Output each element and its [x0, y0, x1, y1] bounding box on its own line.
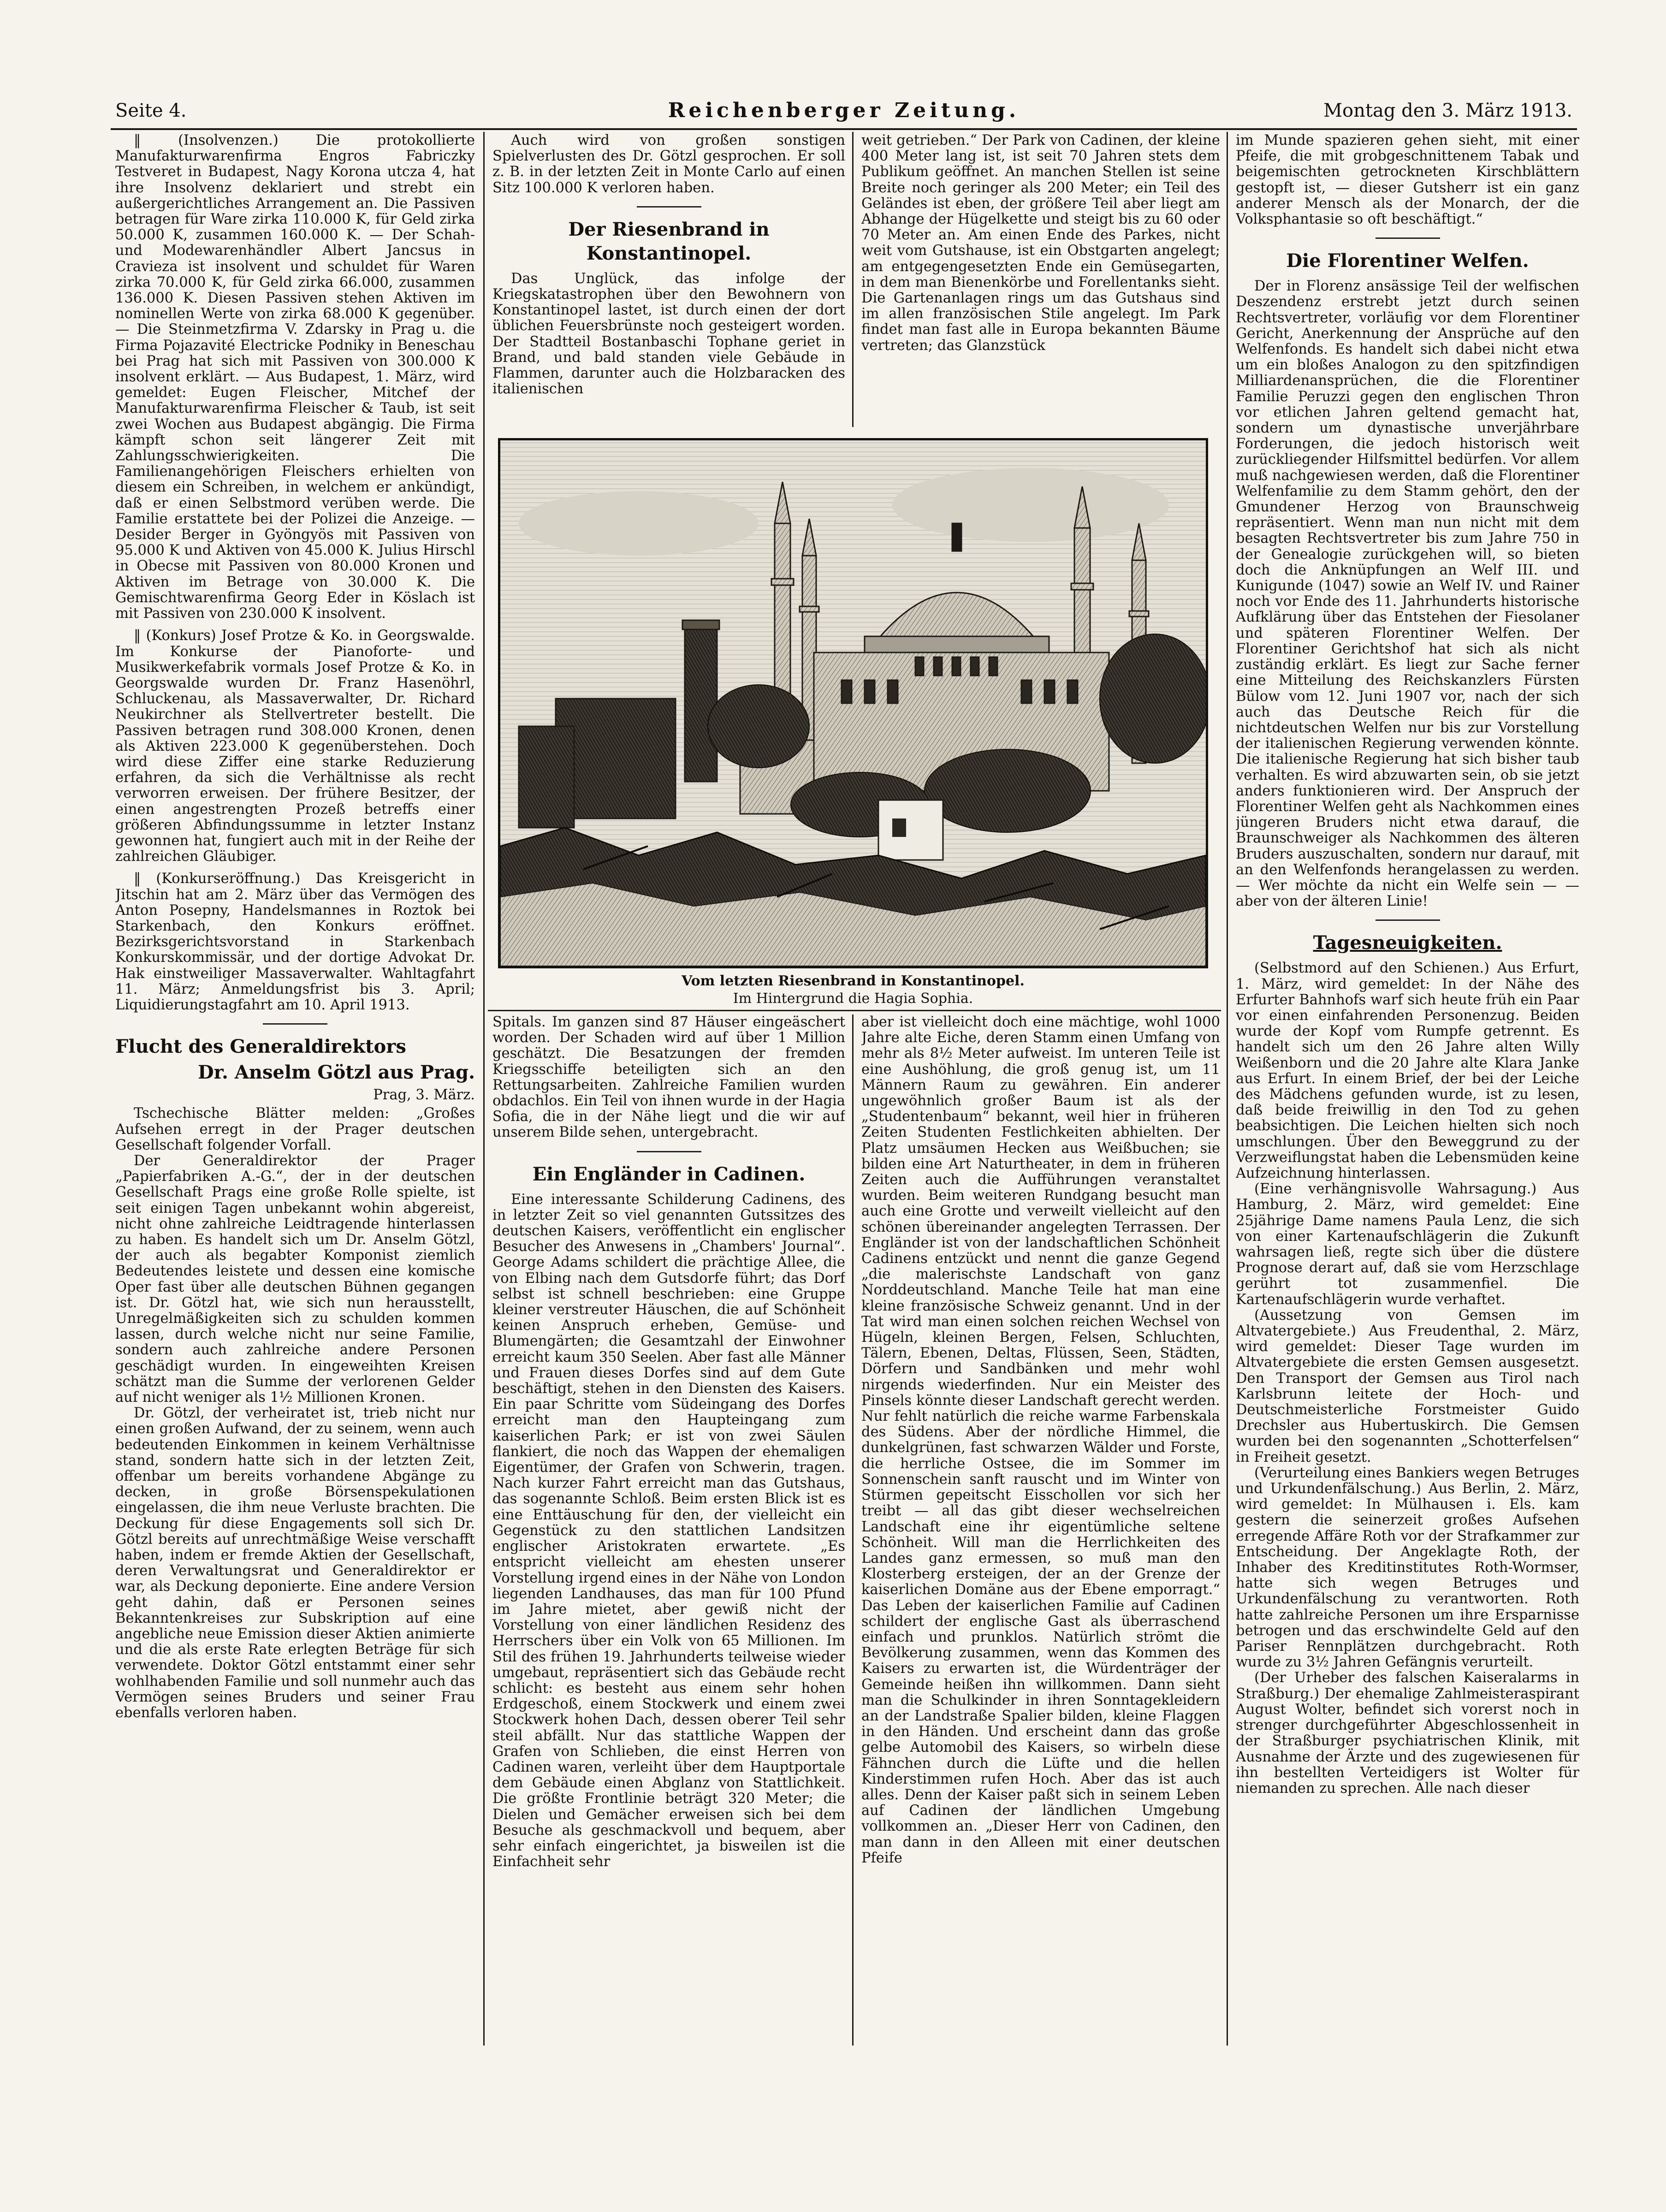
cadinen-conclusion: im Munde spazieren gehen sieht, mit einer Pfeife, die mit grobgeschnittenem Tabak und beigemischten getrockneten Kirschblättern gestopft ist, — dieser Gutsherr ist ein ganz anderer Mensch als der Monarch, der die Volksphantasie so oft beschäftigt.“	[1236, 133, 1579, 228]
news-gemsen: (Aussetzung von Gemsen im Altvatergebiete.) Aus Freudenthal, 2. März, wird gemeldet: Dieser Tage wurden im Altvatergebiete die ersten Gemsen ausgesetzt. Den Transport der Gemsen aus Tirol nach Karlsbrunn leitete der Hoch- und Deutschmeisterliche Forstmeister Guido Drechsler aus Hubertuskirch. Die Gemsen wurden bei den sogenannten „Schotterfelsen“ in Freiheit gesetzt.	[1236, 1307, 1579, 1465]
cadinen-text: Eine interessante Schilderung Cadinens, des in letzter Zeit so viel genannten Gutssitzes des deutschen Kaisers, veröffentlicht ein englischer Besucher des Anwesens in „Chambers' Journal“. George Adams schildert die prächtige Allee, die von Elbing nach dem Gutsdorfe führt; das Dorf selbst ist schnell beschrieben: eine Gruppe kleiner verstreuter Häuschen, die auf Schönheit keinen Anspruch erheben, Gemüse- und Blumengärten; die Gesamtzahl der Einwohner erreicht kaum 350 Seelen. Aber fast alle Männer und Frauen dieses Dorfes sind auf dem Gute beschäftigt, stehen in den Diensten des Kaisers. Ein paar Schritte vom Südeingang des Dorfes erreicht man den Haupteingang zum kaiserlichen Park; er ist von zwei Säulen flankiert, die noch das Wappen der ehemaligen Eigentümer, der Grafen von Schwerin, tragen. Nach kurzer Fahrt erreicht man das Gutshaus, das sogenannte Schloß. Beim ersten Blick ist es eine Enttäuschung für den, der vielleicht ein Gegenstück zu den stattlichen Landsitzen englischer Aristokraten erwartete. „Es entspricht vielleicht am ehesten unserer Vorstellung irgend eines in der Nähe von London liegenden Landhauses, das man für 100 Pfund im Jahre mietet, aber gewiß nicht der Vorstellung von einer ländlichen Residenz des Herrschers über ein Volk von 65 Millionen. Im Stil des frühen 19. Jahrhunderts teilweise wieder umgebaut, repräsentiert sich das Gebäude recht schlicht: es besteht aus einem sehr hohen Erdgeschoß, einem Stockwerk und einem zwei Stockwerk hohen Dach, dessen oberer Teil sehr steil abfällt. Nur das stattliche Wappen der Grafen von Schlieben, die einst Herren von Cadinen waren, verleiht über dem Hauptportale dem Gebäude einen Abglanz von Stattlichkeit. Die größte Frontlinie beträgt 320 Meter; die Dielen und Gemächer erweisen sich bei dem Besuche als geschmackvoll und bequem, aber sehr einfach eingerichtet, ja bisweilen ist die Einfachheit sehr	[492, 1191, 845, 1870]
riesenbrand-continued: Spitals. Im ganzen sind 87 Häuser eingeäschert worden. Der Schaden wird auf über 1 Million geschätzt. Die Besatzungen der fremden Kriegsschiffe beteiligten sich an den Rettungsarbeiten. Zahlreiche Familien wurden obdachlos. Ein Teil von ihnen wurde in der Hagia Sofia, die in der Nähe liegt und die wir auf unserem Bilde sehen, untergebracht.	[492, 1014, 845, 1141]
column-rule-2	[852, 132, 854, 427]
flucht-paragraph-2: Der Generaldirektor der Prager „Papierfabriken A.-G.“, der in der deutschen Gesellschaft Prags eine große Rolle spielte, ist seit einigen Tagen unbekannt wohin abgereist, nicht ohne zahlreiche Leidtragende hinterlassen zu haben. Es handelt sich um Dr. Anselm Götzl, der auch als begabter Komponist ziemlich Bedeutendes leistete und dessen eine komische Oper fast über alle deutschen Bühnen gegangen ist. Dr. Götzl hat, wie sich nun herausstellt, Unregelmäßigkeiten sich zu schulden kommen lassen, durch welche nicht nur seine Familie, sondern auch zahlreiche andere Personen geschädigt wurden. In eingeweihten Kreisen schätzt man die Summe der verlorenen Gelder auf nicht weniger als 1½ Millionen Kronen.	[115, 1152, 475, 1406]
headline-tagesneuigkeiten: Tagesneuigkeiten.	[1313, 932, 1502, 954]
issue-date: Montag den 3. März 1913.	[1323, 100, 1572, 121]
column-rule-2b	[852, 1014, 854, 2046]
article-insolvenzen: ‖ (Insolvenzen.) Die protokollierte Manufakturwarenfirma Engros Fabriczky Testveret in Budapest, Nagy Korona utcza 4, hat ihre Insolvenz deklariert und strebt ein außergerichtliches Arrangement an. Die Passiven betragen für Ware zirka 110.000 K, für Geld zirka 50.000 K, zusammen 160.000 K. — Der Schah- und Modewarenhändler Albert Jancsus in Cravieza ist insolvent und schuldet für Waren zirka 70.000 K, für Geld zirka 66.000, zusammen 136.000 K. Diesen Passiven stehen Aktiven im nominellen Werte von zirka 68.000 K gegenüber. — Die Steinmetzfirma V. Zdarsky in Prag u. die Firma Pojazavité Electricke Podniky in Beneschau bei Prag hat sich mit Passiven von 300.000 K insolvent erklärt. — Aus Budapest, 1. März, wird gemeldet: Eugen Fleischer, Mitchef der Manufakturwarenfirma Fleischer & Taub, ist seit zwei Wochen aus Budapest abgängig. Die Firma kämpft schon seit längerer Zeit mit Zahlungsschwierigkeiten. Die Familienangehörigen Fleischers erhielten von diesem ein Schreiben, in welchem er ankündigt, daß er einen Selbstmord verüben werde. Die Familie erstattete bei der Polizei die Anzeige. — Desider Berger in Gyöngyös mit Passiven von 95.000 K und Aktiven von 45.000 K. Julius Hirschl in Obecse mit Passiven von 80.000 Kronen und Aktiven im Betrage von 30.000 K. Die Gemischtwarenfirma Georg Eder in Köslach ist mit Passiven von 230.000 K insolvent.	[115, 133, 475, 622]
separator	[1375, 237, 1440, 239]
masthead-rule	[111, 128, 1577, 130]
column-3-top	[861, 133, 1220, 428]
newspaper-title: Reichenberger Zeitung.	[668, 99, 1020, 122]
figure-rule	[488, 1010, 1221, 1011]
headline-riesenbrand: Der Riesenbrand in Konstantinopel.	[568, 218, 770, 264]
column-2-top	[492, 133, 845, 428]
separator	[1375, 919, 1440, 921]
masthead	[111, 95, 1577, 127]
news-wahrsagung: (Eine verhängnisvolle Wahrsagung.) Aus Hamburg, 2. März, wird gemeldet: Eine 25jährige Dame namens Paula Lenz, die sich von einer Kartenaufschlägerin die Zukunft wahrsagen ließ, regte sich über die düstere Prognose derart auf, daß sie vom Herzschlage gerührt tot zusammenfiel. Die Kartenaufschlägerin wurde verhaftet.	[1236, 1181, 1579, 1308]
cadinen-continued: aber ist vielleicht doch eine mächtige, wohl 1000 Jahre alte Eiche, deren Stamm einen Umfang von mehr als 8½ Meter aufweist. Im unteren Teile ist eine Aushöhlung, die groß genug ist, um 11 Männern Raum zu gewähren. Ein anderer ungewöhnlich großer Baum ist als der „Studentenbaum“ bekannt, weil hier in früheren Zeiten Studenten Festlichkeiten abhielten. Der Platz umsäumen Hecken aus Weißbuchen; sie bilden eine Art Naturtheater, in dem in früheren Zeiten auch die Aufführungen veranstaltet wurden. Beim weiteren Rundgang besucht man auch eine Grotte und verweilt vielleicht auf den schönen übereinander angelegten Terrassen. Der Engländer ist von der landschaftlichen Schönheit Cadinens entzückt und nennt die ganze Gegend „die malerischste Landschaft von ganz Norddeutschland. Manche Teile hat man eine kleine französische Schweiz genannt. Und in der Tat wird man einen solchen reichen Wechsel von Hügeln, kleinen Bergen, Felsen, Schluchten, Tälern, Ebenen, Deltas, Flüssen, Seen, Städten, Dörfern und Sandbänken und mehr wohl nirgends wiederfinden. Nur ein Meister des Pinsels könnte dieser Landschaft gerecht werden. Nur fehlt natürlich die reiche warme Farbenskala des Südens. Aber der nördliche Himmel, die dunkelgrünen, fast schwarzen Wälder und Forste, die herrliche Ostsee, die im Sommer im Sonnenschein sanft rauscht und im Winter von Stürmen gepeitscht Eisschollen vor sich her treibt — all das gibt dieser wechselreichen Landschaft eine ihr eigentümliche seltene Schönheit. Will man die Herrlichkeiten des Landes ganz ermessen, so muß man den Klosterberg ersteigen, der an der Grenze der kaiserlichen Domäne aus der Ebene emporragt.“ Das Leben der kaiserlichen Familie auf Cadinen schildert der englische Gast als überraschend einfach und prunklos. Natürlich strömt die Bevölkerung zusammen, wenn das Kommen des Kaisers zu erwarten ist, die Würdenträger der Gemeinde heißen ihn willkommen. Dann sieht man die Schulkinder in ihren Sonntagekleidern an der Landstraße Spalier bilden, kleine Flaggen in den Händen. Und erscheint dann das große gelbe Automobil des Kaisers, so wirbeln diese Fähnchen durch die Lüfte und die hellen Kinderstimmen rufen Hoch. Aber das ist auch alles. Denn der Kaiser paßt sich in seinem Leben auf Cadinen der ländlichen Umgebung vollkommen an. „Dieser Herr von Cadinen, den man dann in den Alleen mit einer deutschen Pfeife	[861, 1014, 1220, 1866]
column-3-bottom	[861, 1014, 1220, 2052]
article-konkurseroeffnung: ‖ (Konkurseröffnung.) Das Kreisgericht in Jitschin hat am 2. März über das Vermögen des Anton Posepny, Handelsmannes in Roztok bei Starkenbach, den Konkurs eröffnet. Bezirksgerichtsvorstand in Starkenbach Konkurskommissär, und der dortige Advokat Dr. Hak einstweiliger Massaverwalter. Wahltagfahrt 11. März; Anmeldungsfrist bis 3. April; Liquidierungstagfahrt am 10. April 1913.	[115, 871, 475, 1013]
headline-cadinen: Ein Engländer in Cadinen.	[532, 1163, 806, 1185]
article-konkurs: ‖ (Konkurs) Josef Protze & Ko. in Georgswalde. Im Konkurse der Pianoforte- und Musikwerkefabrik vormals Josef Protze & Ko. in Georgswalde wurden Dr. Franz Hasenöhrl, Schluckenau, als Massaverwalter, Dr. Richard Neukirchner als Stellvertreter bestellt. Die Passiven betragen rund 308.000 Kronen, denen als Aktiven 223.000 K gegenüberstehen. Doch wird diese Ziffer eine starke Reduzierung erfahren, da sich die Verhältnisse als recht verworren erweisen. Der frühere Besitzer, der einen angestrengten Prozeß betreffs einer größeren Abfindungssumme in letzter Instanz gewonnen hat, fungiert auch mit in der Reihe der zahlreichen Gläubiger.	[115, 628, 475, 865]
cadinen-park-text: weit getrieben.“ Der Park von Cadinen, der kleine 400 Meter lang ist, ist seit 70 Jahren stets dem Publikum geöffnet. An manchen Stellen ist seine Breite noch geringer als 200 Meter; ein Teil des Geländes ist eben, der größere Teil aber liegt am Abhange der Hügelkette und steigt bis zu 60 oder 70 Meter an. Am einen Ende des Parkes, nicht weit vom Gutshause, ist ein Obstgarten angelegt; am entgegengesetzten Ende ein Gemüsegarten, in dem man Bienenkörbe und Forellentanks sieht. Die Gartenanlagen rings um das Gutshaus sind im allen französischen Stile angelegt. Im Park findet man fast alle in Europa bekannten Bäume vertreten; das Glanzstück	[861, 133, 1220, 354]
news-selbstmord: (Selbstmord auf den Schienen.) Aus Erfurt, 1. März, wird gemeldet: In der Nähe des Erfurter Bahnhofs warf sich heute früh ein Paar vor einen einfahrenden Personenzug. Beiden wurde der Kopf vom Rumpfe getrennt. Es handelt sich um den 26 Jahre alten Willy Weißenborn und die 20 Jahre alte Klara Janke aus Erfurt. In einem Brief, der bei der Leiche des Mädchens gefunden wurde, ist zu lesen, daß beide freiwillig in den Tod zu gehen beabsichtigen. Die Leichen hielten sich noch umschlungen. Über den Beweggrund zu der Verzweiflungstat haben die Lebensmüden keine Aufzeichnung hinterlassen.	[1236, 960, 1579, 1181]
spielverluste-text: Auch wird von großen sonstigen Spielverlusten des Dr. Götzl gesprochen. Er soll z. B. in der letzten Zeit in Monte Carlo auf einen Sitz 100.000 K verloren haben.	[492, 133, 845, 196]
separator	[263, 1023, 327, 1025]
headline-flucht: Flucht des Generaldirektors	[115, 1036, 406, 1058]
separator	[637, 206, 701, 208]
column-4	[1236, 133, 1579, 2056]
figure-caption-subtitle: Im Hintergrund die Hagia Sophia.	[733, 990, 973, 1007]
page-number: Seite 4.	[115, 100, 187, 121]
illustration-hagia-sophia	[498, 438, 1208, 968]
dateline-prag: Prag, 3. März.	[373, 1087, 475, 1103]
column-rule-3	[1227, 132, 1228, 2046]
news-kaiseralarm: (Der Urheber des falschen Kaiseralarms in Straßburg.) Der ehemalige Zahlmeisteraspirant August Wolter, befindet sich vorerst noch in strenger durchgeführter Abgeschlossenheit in der Straßburger psychiatrischen Klinik, mit Ausnahme der Ärzte und des zugewiesenen für ihn bestellten Verteidigers ist Wolter für niemanden zu sprechen. Alle nach dieser	[1236, 1670, 1579, 1797]
news-bankier: (Verurteilung eines Bankiers wegen Betruges und Urkundenfälschung.) Aus Berlin, 2. März, wird gemeldet: In Mülhausen i. Els. kam gestern die seinerzeit großes Aufsehen erregende Affäre Roth vor der Strafkammer zur Entscheidung. Der Angeklagte Roth, der Inhaber des Kreditinstitutes Roth-Wormser, hatte sich wegen Betruges und Urkundenfälschung zu verantworten. Roth hatte zahlreiche Personen um ihre Ersparnisse betrogen und das erschwindelte Geld auf den Pariser Rennplätzen durchgebracht. Roth wurde zu 3½ Jahren Gefängnis verurteilt.	[1236, 1465, 1579, 1671]
column-rule-1	[483, 132, 485, 2046]
column-2-bottom	[492, 1014, 845, 2052]
figure-caption-title: Vom letzten Riesenbrand in Konstantinopel.	[682, 973, 1025, 989]
flucht-paragraph-3: Dr. Götzl, der verheiratet ist, trieb nicht nur einen großen Aufwand, der zu seinem, wenn auch bedeutenden Einkommen in keinem Verhältnisse stand, sondern hatte sich in der letzten Zeit, offenbar um bereits vorhandene Abgänge zu decken, in große Börsenspekulationen eingelassen, die ihm neue Verluste brachten. Die Deckung für diese Engagements soll sich Dr. Götzl bereits auf unrechtmäßige Weise verschafft haben, indem er fremde Aktien der Gesellschaft, deren Verwaltungsrat und Generaldirektor er war, als Deckung deponierte. Eine andere Version geht dahin, daß er Personen seines Bekanntenkreises zur Subskription auf eine angebliche neue Emission dieser Aktien animierte und die als erste Rate erlegten Beträge für sich verwendete. Doktor Götzl entstammt einer sehr wohlhabenden Familie und soll nunmehr auch das Vermögen seines Bruders und seiner Frau ebenfalls verloren haben.	[115, 1405, 475, 1721]
column-1	[115, 133, 475, 2056]
engraving-hagia-sophia	[500, 440, 1206, 966]
separator	[637, 1151, 701, 1152]
riesenbrand-text: Das Unglück, das infolge der Kriegskatastrophen über den Bewohnern von Konstantinopel lastet, ist durch einen der dort üblichen Feuersbrünste noch gesteigert worden. Der Stadtteil Bostanbaschi Tophane geriet in Brand, und bald standen viele Gebäude in Flammen, darunter auch die Holzbaracken des italienischen	[492, 270, 845, 397]
subheadline-flucht: Dr. Anselm Götzl aus Prag.	[197, 1062, 475, 1084]
welfen-text: Der in Florenz ansässige Teil der welfischen Deszendenz erstrebt jetzt durch seinen Rechtsvertreter, vorläufig vor dem Florentiner Gericht, Anerkennung der Ansprüche auf den Welfenfonds. Es handelt sich dabei nicht etwa um ein bloßes Analogon zu den spitzfindigen Milliardenansprüchen, die die Florentiner Familie Peruzzi gegen den englischen Thron vor etlichen Jahren geltend gemacht hat, sondern um dynastische unverjährbare Forderungen, die jedoch historisch weit zurückliegender Hilfsmittel bedürfen. Vor allem muß nachgewiesen werden, daß die Florentiner Welfenfamilie zu dem Stamm gehört, den der Gmundener Herzog von Braunschweig repräsentiert. Wenn man nun nicht mit dem besagten Rechtsvertreter bis zum Jahre 750 in der Genealogie zurückgehen will, so bieten doch die Anknüpfungen an Welf III. und Kunigunde (1047) sowie an Welf IV. und Rainer noch vor Ende des 11. Jahrhunderts historische Aufklärung über das Entstehen der Fiesolaner und späteren Florentiner Welfen. Der Florentiner Gerichtshof hat sich als nicht zuständig erklärt. Es liegt zur Sache ferner eine Mitteilung des Reichskanzlers Fürsten Bülow vom 12. Juni 1907 vor, nach der sich auch das Deutsche Reich für die nichtdeutschen Welfen nur bis zur Vorstellung der italienischen Regierung verwenden könnte. Die italienische Regierung hat sich bisher taub verhalten. Es wird abzuwarten sein, ob sie jetzt anders funktionieren wird. Der Anspruch der Florentiner Welfen geht als Nachkommen eines jüngeren Bruders nicht etwa darauf, die Braunschweiger als Nachkommen des älteren Bruders auszuschalten, sondern nur darauf, mit an den Welfenfonds herangelassen zu werden. — Wer möchte da nicht ein Welfe sein — — aber von der älteren Linie!	[1236, 278, 1579, 910]
flucht-paragraph-1: Tschechische Blätter melden: „Großes Aufsehen erregt in der Prager deutschen Gesellschaft folgender Vorfall.	[115, 1105, 475, 1153]
headline-welfen: Die Florentiner Welfen.	[1286, 250, 1529, 272]
